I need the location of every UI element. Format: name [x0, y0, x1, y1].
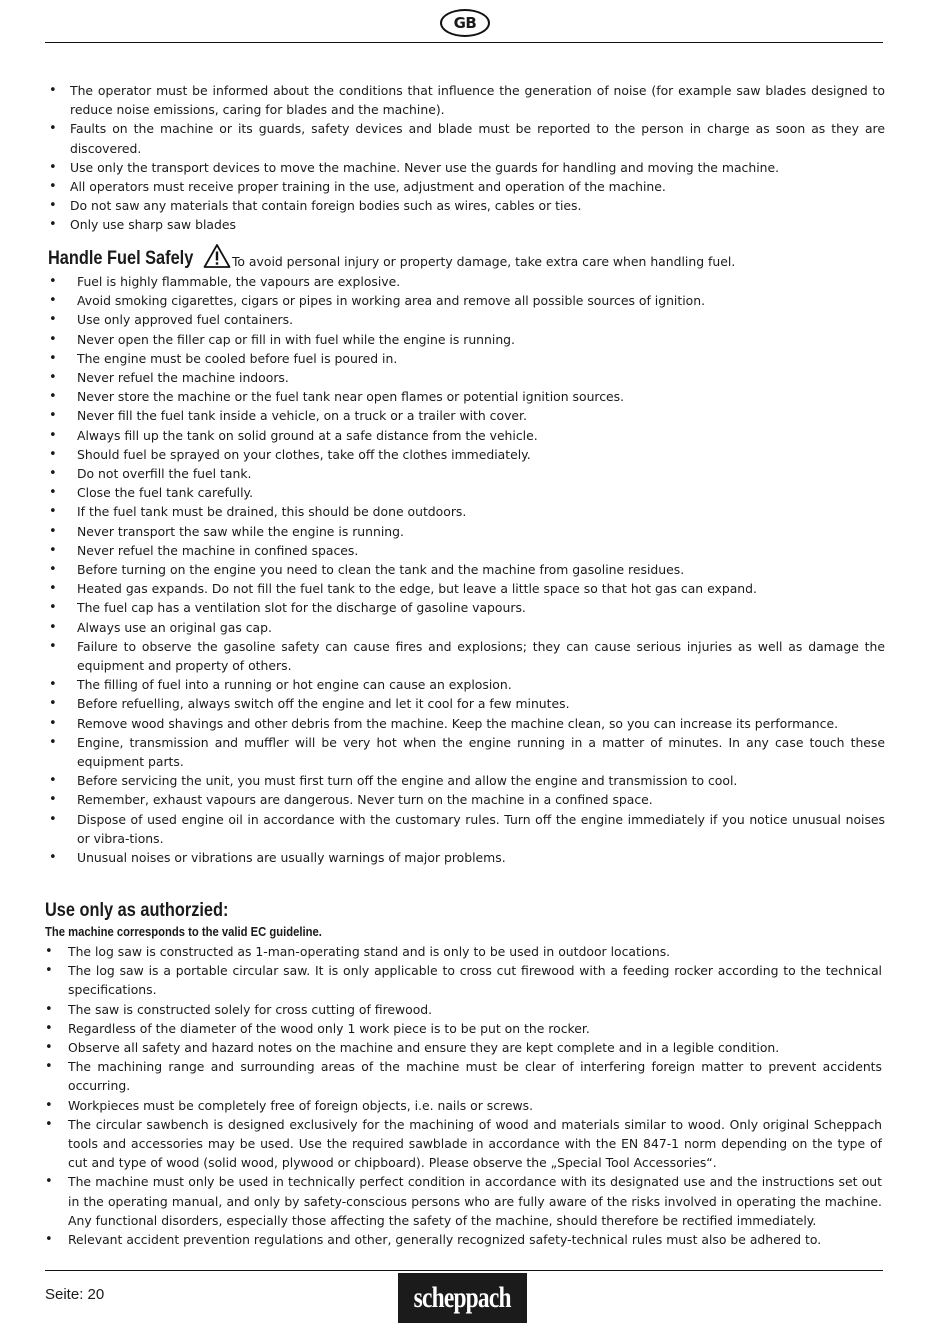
bullet-icon: • — [49, 619, 57, 635]
warning-triangle-icon — [203, 243, 231, 269]
list-item — [45, 272, 885, 291]
operator-notes-list — [45, 81, 885, 235]
list-item-text: Failure to observe the gasoline safety can cause fires and explosions; they can cause serious injuries as well as damage the equipment and property of others. — [77, 638, 885, 674]
header-divider — [45, 42, 883, 43]
list-item — [45, 502, 885, 521]
list-item — [45, 464, 885, 483]
list-item — [45, 445, 885, 464]
list-item-text: Never refuel the machine in confined spaces. — [77, 542, 359, 558]
bullet-icon: • — [49, 581, 57, 597]
bullet-icon: • — [49, 600, 57, 616]
list-item-text: Observe all safety and hazard notes on the machine and ensure they are kept complete and in a legible condition. — [68, 1040, 780, 1056]
list-item-text: The saw is constructed solely for cross cutting of firewood. — [68, 1001, 433, 1017]
bullet-icon: • — [49, 850, 57, 866]
fuel-heading-row — [48, 243, 888, 271]
list-item — [45, 1057, 882, 1095]
bullet-icon: • — [49, 734, 57, 750]
list-item-text: Do not saw any materials that contain foreign bodies such as wires, cables or ties. — [70, 198, 582, 214]
list-item-text: Remember, exhaust vapours are dangerous. Never turn on the machine in a confined space. — [77, 792, 653, 808]
list-item — [45, 119, 885, 157]
bullet-icon: • — [49, 179, 57, 195]
bullet-icon: • — [49, 562, 57, 578]
bullet-icon: • — [49, 293, 57, 309]
list-item — [45, 637, 885, 675]
bullet-icon: • — [49, 773, 57, 789]
list-item — [45, 598, 885, 617]
bullet-icon: • — [49, 466, 57, 482]
list-item — [45, 1019, 882, 1038]
list-item-text: Heated gas expands. Do not fill the fuel tank to the edge, but leave a little space so that hot gas can expand. — [77, 581, 757, 597]
bullet-icon: • — [45, 1059, 53, 1075]
bullet-icon: • — [45, 1097, 53, 1113]
list-item-text: The engine must be cooled before fuel is poured in. — [77, 350, 398, 366]
list-item-text: Remove wood shavings and other debris from the machine. Keep the machine clean, so you can increase its performance. — [77, 715, 839, 731]
list-item — [45, 771, 885, 790]
bullet-icon: • — [49, 350, 57, 366]
bullet-icon: • — [49, 217, 57, 233]
list-item-text: The machine must only be used in technically perfect condition in accordance with its designated use and the instructions set out in the operating manual, and only by safety-conscious persons who are fully aware of the risks involved in operating the machine. Any functional disorders, especially those affecting the safety of the machine, should therefore be rectified immediately. — [68, 1174, 882, 1228]
bullet-icon: • — [49, 198, 57, 214]
list-item — [45, 483, 885, 502]
list-item-text: The log saw is constructed as 1-man-operating stand and is only to be used in outdoor locations. — [68, 944, 671, 959]
list-item — [45, 714, 885, 733]
authorized-use-subheading: The machine corresponds to the valid EC guideline. — [45, 925, 322, 939]
list-item-text: Avoid smoking cigarettes, cigars or pipes in working area and remove all possible sources of ignition. — [77, 293, 706, 309]
bullet-icon: • — [49, 274, 57, 289]
scheppach-logo — [398, 1273, 527, 1323]
fuel-safety-list — [45, 272, 885, 867]
list-item-text: Before turning on the engine you need to clean the tank and the machine from gasoline residues. — [77, 562, 685, 578]
list-item — [45, 81, 885, 119]
bullet-icon: • — [49, 485, 57, 501]
list-item-text: Before refuelling, always switch off the engine and let it cool for a few minutes. — [77, 696, 570, 712]
list-item — [45, 368, 885, 387]
list-item-text: If the fuel tank must be drained, this should be done outdoors. — [77, 504, 467, 520]
bullet-icon: • — [49, 312, 57, 328]
bullet-icon: • — [49, 696, 57, 712]
list-item — [45, 1172, 882, 1230]
list-item — [45, 848, 885, 867]
list-item-text: Use only approved fuel containers. — [77, 312, 294, 328]
list-item — [45, 1230, 882, 1249]
list-item — [45, 158, 885, 177]
list-item — [45, 291, 885, 310]
bullet-icon: • — [49, 542, 57, 558]
list-item-text: Workpieces must be completely free of foreign objects, i.e. nails or screws. — [68, 1097, 534, 1113]
list-item — [45, 177, 885, 196]
bullet-icon: • — [49, 504, 57, 520]
list-item — [45, 618, 885, 637]
list-item-text: Never store the machine or the fuel tank near open flames or potential ignition sources. — [77, 389, 625, 405]
bullet-icon: • — [45, 944, 53, 959]
bullet-icon: • — [49, 159, 57, 175]
list-item-text: The fuel cap has a ventilation slot for the discharge of gasoline vapours. — [77, 600, 526, 616]
list-item — [45, 733, 885, 771]
list-item-text: The filling of fuel into a running or hot engine can cause an explosion. — [77, 677, 512, 693]
list-item-text: Never refuel the machine indoors. — [77, 370, 289, 386]
list-item-text: Before servicing the unit, you must first turn off the engine and allow the engine and transmission to cool. — [77, 773, 738, 789]
list-item-text: Never open the filler cap or fill in with fuel while the engine is running. — [77, 331, 515, 347]
bullet-icon: • — [49, 792, 57, 808]
list-item-text: Regardless of the diameter of the wood only 1 work piece is to be put on the rocker. — [68, 1020, 590, 1036]
fuel-section-heading: Handle Fuel Safely — [48, 248, 194, 269]
bullet-icon: • — [49, 677, 57, 693]
bullet-icon: • — [45, 1174, 53, 1190]
list-item — [45, 541, 885, 560]
bullet-icon: • — [45, 1040, 53, 1056]
fuel-section-intro: To avoid personal injury or property damage, take extra care when handling fuel. — [231, 254, 736, 269]
bullet-icon: • — [45, 1232, 53, 1248]
list-item-text: Unusual noises or vibrations are usually warnings of major problems. — [77, 850, 506, 866]
list-item-text: Relevant accident prevention regulations and other, generally recognized safety-technical rules must also be adhered to. — [68, 1232, 822, 1248]
list-item-text: Always fill up the tank on solid ground at a safe distance from the vehicle. — [77, 427, 538, 443]
bullet-icon: • — [49, 811, 57, 827]
list-item-text: The operator must be informed about the conditions that influence the generation of noise (for example saw blades designed to reduce noise emissions, caring for blades and the machine). — [70, 83, 885, 118]
list-item — [45, 387, 885, 406]
list-item-text: Should fuel be sprayed on your clothes, take off the clothes immediately. — [77, 446, 531, 462]
bullet-icon: • — [49, 121, 57, 137]
list-item — [45, 1115, 882, 1173]
list-item-text: Never transport the saw while the engine is running. — [77, 523, 404, 539]
bullet-icon: • — [49, 715, 57, 731]
list-item — [45, 694, 885, 713]
language-badge-label: GB — [453, 14, 477, 32]
list-item — [45, 942, 882, 961]
bullet-icon: • — [49, 331, 57, 347]
page-number: Seite: 20 — [45, 1286, 105, 1303]
bullet-icon: • — [49, 370, 57, 386]
list-item-text: Faults on the machine or its guards, safety devices and blade must be reported to the person in charge as soon as they are discovered. — [70, 121, 885, 156]
list-item — [45, 196, 885, 215]
bullet-icon: • — [49, 427, 57, 443]
bullet-icon: • — [45, 1001, 53, 1017]
list-item — [45, 961, 882, 999]
logo-text: scheppach — [413, 1281, 511, 1314]
list-item — [45, 406, 885, 425]
list-item — [45, 810, 885, 848]
list-item-text: The machining range and surrounding areas of the machine must be clear of interfering foreign matter to prevent accidents occurring. — [68, 1059, 882, 1094]
list-item-text: The log saw is a portable circular saw. It is only applicable to cross cut firewood with a feeding rocker according to the technical specifications. — [68, 963, 882, 998]
bullet-icon: • — [49, 523, 57, 539]
list-item-text: The circular sawbench is designed exclusively for the machining of wood and materials similar to wood. Only original Scheppach tools and accessories may be used. Use the required sawblade in accordance with the EN 847-1 norm depending on the type of cut and type of wood (solid wood, plywood or chipboard). Please observe the „Special Tool Accessories“. — [68, 1116, 882, 1171]
list-item-text: Use only the transport devices to move the machine. Never use the guards for handling and moving the machine. — [70, 159, 780, 175]
list-item-text: Do not overfill the fuel tank. — [77, 466, 252, 482]
list-item — [45, 1038, 882, 1057]
list-item — [45, 560, 885, 579]
list-item — [45, 310, 885, 329]
bullet-icon: • — [49, 446, 57, 462]
list-item — [45, 522, 885, 541]
list-item-text: Never fill the fuel tank inside a vehicle, on a truck or a trailer with cover. — [77, 408, 527, 424]
authorized-use-list — [45, 942, 882, 1249]
bullet-icon: • — [45, 1116, 53, 1132]
list-item — [45, 675, 885, 694]
authorized-use-heading: Use only as authorzied: — [45, 900, 229, 921]
bullet-icon: • — [49, 408, 57, 424]
list-item-text: Dispose of used engine oil in accordance with the customary rules. Turn off the engine immediately if you notice unusual noises or vibra-tions. — [77, 811, 885, 846]
list-item-text: Fuel is highly flammable, the vapours are explosive. — [77, 274, 401, 289]
list-item-text: Close the fuel tank carefully. — [77, 485, 254, 501]
list-item-text: Only use sharp saw blades — [70, 217, 236, 233]
list-item — [45, 215, 885, 234]
list-item — [45, 426, 885, 445]
bullet-icon: • — [49, 83, 57, 98]
list-item-text: Engine, transmission and muffler will be very hot when the engine running in a matter of minutes. In any case touch these equipment parts. — [77, 734, 885, 770]
bullet-icon: • — [45, 1020, 53, 1036]
language-badge — [440, 9, 490, 37]
list-item — [45, 349, 885, 368]
list-item-text: All operators must receive proper training in the use, adjustment and operation of the machine. — [70, 179, 666, 195]
list-item — [45, 1000, 882, 1019]
bullet-icon: • — [49, 389, 57, 405]
bullet-icon: • — [45, 963, 53, 979]
list-item — [45, 579, 885, 598]
bullet-icon: • — [49, 638, 57, 654]
list-item — [45, 330, 885, 349]
footer-divider — [45, 1270, 883, 1271]
list-item-text: Always use an original gas cap. — [77, 619, 272, 635]
list-item — [45, 1096, 882, 1115]
list-item — [45, 790, 885, 809]
